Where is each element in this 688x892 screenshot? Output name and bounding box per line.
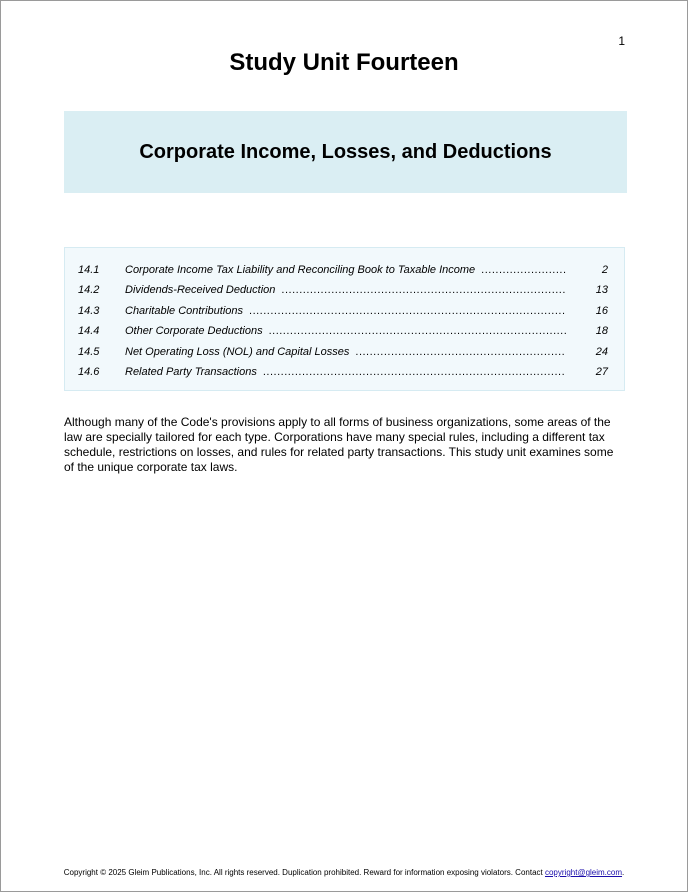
toc-leader-dots [281,280,566,300]
toc-page: 27 [595,365,608,378]
toc-title: Net Operating Loss (NOL) and Capital Losses [125,345,350,358]
toc-leader-dots [263,362,566,382]
page-number: 1 [618,34,625,48]
toc-number: 14.6 [78,365,100,378]
toc-row[interactable] [65,301,624,321]
toc-leader-dots [481,260,566,280]
toc-leader-dots [269,321,566,341]
toc-row[interactable] [65,260,624,280]
toc-page: 24 [595,345,608,358]
copyright-email-link[interactable]: copyright@gleim.com [544,868,623,877]
intro-paragraph: Although many of the Code's provisions apply to all forms of business organizations, some areas of the law are specially tailored for each type. Corporations have many special rules, including a different tax schedule, restrictions on losses, and rules for related party transactions. This study unit examines some of the unique corporate tax laws. [64,415,614,474]
toc-leader-dots [249,301,566,321]
toc-page: 2 [601,264,608,276]
toc-number: 14.2 [78,284,100,297]
table-of-contents [64,247,625,391]
toc-number: 14.4 [78,325,100,338]
toc-page: 18 [595,325,608,338]
toc-title: Charitable Contributions [125,304,244,317]
unit-title: Study Unit Fourteen [229,49,459,76]
toc-row[interactable] [65,321,624,341]
footer-suffix: . [622,868,625,877]
toc-title: Other Corporate Deductions [125,325,263,338]
toc-row[interactable] [65,362,624,382]
toc-row[interactable] [65,342,624,362]
toc-number: 14.1 [78,264,100,276]
toc-row[interactable] [65,280,624,300]
toc-page: 16 [595,304,608,317]
footer-text: Copyright © 2025 Gleim Publications, Inc. All rights reserved. Duplication prohibited. Reward for information exposing violators. Contact [63,868,545,877]
toc-page: 13 [595,284,608,297]
toc-title: Dividends-Received Deduction [125,284,276,297]
unit-subtitle: Corporate Income, Losses, and Deductions [139,140,552,163]
toc-number: 14.5 [78,345,100,358]
copyright-footer [1,868,687,877]
subtitle-banner [64,111,627,193]
toc-title: Related Party Transactions [125,365,257,378]
toc-number: 14.3 [78,304,100,317]
toc-leader-dots [355,342,566,362]
toc-title: Corporate Income Tax Liability and Reconciling Book to Taxable Income [125,264,476,276]
